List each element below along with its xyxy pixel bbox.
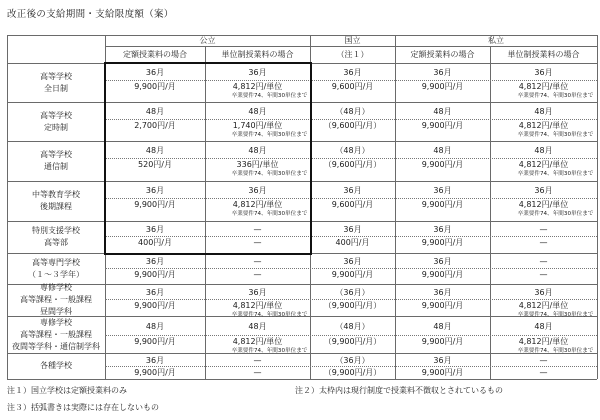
cell-period: 36月	[145, 185, 165, 195]
cell-amount: 9,900円/月	[421, 301, 464, 310]
header-public-unit: 単位制授業料の場合	[221, 50, 294, 59]
cell-period: （48月）	[335, 321, 370, 331]
cell-period: （36月）	[335, 355, 370, 365]
row-label: 高等学校	[40, 71, 72, 81]
cell-amount: 4,812円/単位	[232, 337, 283, 346]
cell-amount: —	[539, 238, 548, 247]
cell-amount: 4,812円/単位	[518, 121, 569, 130]
cell-condition: 卒業要件74、年間30単位まで	[231, 348, 308, 354]
row-label: 専修学校	[40, 283, 72, 292]
cell-amount: 9,900円/月	[331, 270, 374, 279]
row-label: 高等部	[44, 238, 68, 247]
cell-condition: 卒業要件74、年間30単位まで	[231, 93, 308, 99]
cell-period: —	[253, 256, 262, 266]
cell-period: 48月	[248, 145, 267, 155]
cell-condition: 卒業要件74、年間30単位まで	[517, 171, 594, 177]
row-label: 高等学校	[40, 110, 72, 120]
cell-amount: 9,900円/月	[421, 368, 464, 377]
cell-period: 48月	[248, 106, 267, 116]
cell-amount: 9,900円/月	[421, 121, 464, 130]
cell-period: —	[253, 224, 262, 234]
cell-amount: 2,700円/月	[134, 121, 176, 130]
cell-period: 36月	[534, 67, 553, 77]
cell-amount: 4,812円/単位	[232, 200, 283, 209]
row-divider	[105, 366, 597, 367]
cell-period: 48月	[534, 106, 553, 116]
cell-period: 36月	[248, 67, 267, 77]
row-label: 高等専門学校	[32, 257, 80, 267]
cell-condition: 卒業要件74、年間30単位まで	[517, 211, 594, 217]
cell-amount: 9,900円/月	[421, 160, 464, 169]
cell-amount: 4,812円/単位	[518, 160, 569, 169]
cell-period: —	[539, 224, 548, 234]
cell-amount: 9,900円/月	[134, 368, 176, 377]
cell-amount: 4,812円/単位	[232, 82, 283, 91]
footnote-1: 注１）国立学校は定額授業料のみ	[7, 386, 127, 395]
row-label: 特別支援学校	[32, 226, 80, 235]
cell-period: 48月	[145, 106, 165, 116]
cell-period: 48月	[534, 321, 553, 331]
page-title: 改正後の支給期間・支給限度額（案）	[7, 9, 174, 20]
cell-amount: 9,900円/月	[134, 301, 176, 310]
cell-condition: 卒業要件74、年間30単位まで	[517, 93, 594, 99]
cell-period: 36月	[343, 224, 362, 234]
cell-amount: —	[539, 368, 548, 377]
cell-amount: 4,812円/単位	[518, 301, 569, 310]
cell-amount: —	[253, 270, 262, 279]
cell-amount: 9,900円/月	[134, 82, 176, 91]
header-national-note: （注１）	[336, 50, 369, 59]
cell-period: 36月	[343, 256, 362, 266]
cell-condition: 卒業要件74、年間30単位まで	[231, 171, 308, 177]
cell-amount: 4,812円/単位	[232, 301, 283, 310]
row-label: 定時制	[44, 122, 68, 132]
cell-amount: （9,900円/月）	[323, 368, 382, 377]
cell-period: 36月	[343, 185, 362, 195]
footnote-3: 注３）括弧書きは実際には存在しないもの	[7, 403, 159, 412]
cell-period: 48月	[145, 145, 165, 155]
cell-period: （48月）	[335, 106, 370, 116]
cell-period: —	[539, 256, 548, 266]
row-label: 後期課程	[40, 202, 72, 211]
cell-period: —	[539, 355, 548, 365]
cell-period: 36月	[145, 224, 165, 234]
cell-amount: 9,900円/月	[134, 270, 176, 279]
row-divider	[105, 268, 597, 269]
cell-amount: （9,600円/月）	[323, 160, 382, 169]
cell-amount: 9,900円/月	[421, 238, 464, 247]
cell-period: （48月）	[335, 145, 370, 155]
cell-amount: 9,600円/月	[331, 82, 374, 91]
cell-amount: 9,600円/月	[331, 200, 374, 209]
cell-period: 36月	[433, 355, 452, 365]
cell-amount: 336円/単位	[236, 160, 279, 169]
cell-amount: 1,740円/単位	[232, 121, 283, 130]
cell-condition: 卒業要件74、年間30単位まで	[517, 312, 594, 318]
cell-period: 36月	[534, 287, 553, 297]
row-label: 昼間学科	[40, 307, 72, 316]
cell-amount: 9,900円/月	[421, 270, 464, 279]
row-label: 中等教育学校	[32, 190, 80, 199]
header-private-unit: 単位制授業料の場合	[507, 50, 580, 59]
header-private-fixed: 定額授業料の場合	[410, 50, 475, 59]
cell-period: 36月	[145, 287, 165, 297]
table-rule	[7, 35, 597, 36]
cell-period: 36月	[145, 355, 165, 365]
table-rule	[105, 46, 597, 47]
cell-period: 48月	[433, 321, 452, 331]
cell-amount: 9,900円/月	[421, 200, 464, 209]
cell-condition: 卒業要件74、年間30単位まで	[517, 348, 594, 354]
row-divider	[105, 335, 597, 336]
cell-period: 36月	[248, 287, 267, 297]
cell-amount: —	[539, 270, 548, 279]
row-label: 専修学校	[40, 317, 72, 327]
table-rule	[7, 284, 597, 285]
cell-amount: （9,900円/月）	[323, 337, 382, 346]
header-private: 私立	[488, 36, 504, 45]
row-label: 夜間等学科・通信制学科	[12, 341, 100, 351]
row-label: 高等学校	[40, 150, 72, 159]
row-divider	[105, 299, 597, 300]
header-national: 国立	[344, 36, 361, 45]
table-rule	[490, 46, 491, 379]
cell-period: （36月）	[335, 287, 370, 297]
cell-amount: —	[253, 238, 262, 247]
cell-amount: 400円/月	[138, 238, 172, 247]
cell-period: 36月	[343, 67, 362, 77]
cell-amount: 400円/月	[335, 238, 370, 247]
cell-amount: （9,600円/月）	[323, 121, 382, 130]
cell-amount: 9,900円/月	[421, 337, 464, 346]
header-public: 公立	[199, 36, 216, 45]
cell-period: —	[253, 355, 262, 365]
cell-period: 36月	[145, 256, 165, 266]
cell-condition: 卒業要件74、年間30単位まで	[231, 312, 308, 318]
cell-period: 48月	[433, 145, 452, 155]
row-label: 高等課程・一般課程	[20, 295, 92, 304]
cell-amount: 4,812円/単位	[518, 337, 569, 346]
cell-period: 48月	[534, 145, 553, 155]
cell-condition: 卒業要件74、年間30単位まで	[517, 132, 594, 138]
row-label: 各種学校	[40, 361, 72, 370]
row-label: 高等課程・一般課程	[20, 329, 92, 339]
cell-period: 36月	[433, 256, 452, 266]
cell-period: 36月	[248, 185, 267, 195]
cell-amount: 4,812円/単位	[518, 200, 569, 209]
footnote-2: 注２）太枠内は現行制度で授業料不徴収とされているもの	[295, 386, 503, 395]
cell-condition: 卒業要件74、年間30単位まで	[231, 132, 308, 138]
cell-amount: —	[253, 368, 262, 377]
cell-period: 48月	[145, 321, 165, 331]
table-rule	[597, 35, 598, 379]
row-label: （１～３学年）	[28, 269, 84, 279]
cell-period: 36月	[433, 67, 452, 77]
cell-amount: 9,900円/月	[421, 82, 464, 91]
table-rule	[7, 35, 8, 379]
cell-period: 36月	[433, 185, 452, 195]
cell-period: 48月	[433, 106, 452, 116]
row-label: 通信制	[44, 162, 68, 171]
cell-period: 36月	[433, 224, 452, 234]
cell-amount: 9,900円/月	[134, 200, 176, 209]
cell-amount: （9,900円/月）	[323, 301, 382, 310]
cell-amount: 520円/月	[138, 160, 172, 169]
cell-period: 36月	[433, 287, 452, 297]
table-rule	[395, 35, 396, 379]
row-label: 全日制	[44, 83, 68, 93]
cell-amount: 4,812円/単位	[518, 82, 569, 91]
cell-amount: 9,900円/月	[134, 337, 176, 346]
cell-period: 48月	[248, 321, 267, 331]
cell-period: 36月	[145, 67, 165, 77]
cell-period: 36月	[534, 185, 553, 195]
header-public-fixed: 定額授業料の場合	[123, 50, 187, 59]
cell-condition: 卒業要件74、年間30単位まで	[231, 211, 308, 217]
table-rule	[7, 379, 597, 380]
